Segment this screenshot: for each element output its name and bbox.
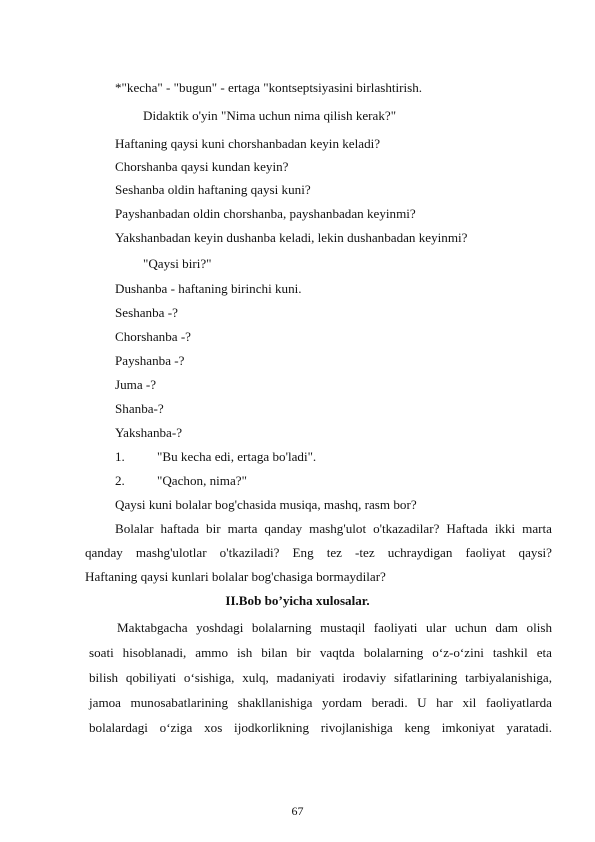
list-item-text: "Qachon, nima?" xyxy=(157,473,247,488)
list-item: Shanba-? xyxy=(115,401,164,416)
conclusion-line: bilish qobiliyati o‘sishiga, xulq, madaniyati irodaviy sifatlarining tarbiyalanishiga, xyxy=(89,670,552,685)
question-line: Seshanba oldin haftaning qaysi kuni? xyxy=(115,182,311,197)
question-line: Chorshanba qaysi kundan keyin? xyxy=(115,159,289,174)
question-line: Yakshanbadan keyin dushanba keladi, lekin dushanbadan keyinmi? xyxy=(115,230,468,245)
page-number: 67 xyxy=(291,804,304,818)
conclusion-line: jamoa munosabatlarining shakllanishiga yordam beradi. U har xil faoliyatlarda xyxy=(89,695,552,710)
paragraph-line: Bolalar haftada bir marta qanday mashg'ulot o'tkazadilar? Haftada ikki marta xyxy=(115,521,552,536)
conclusion-line: soati hisoblanadi, ammo ish bilan bir vaqtda bolalarning o‘z-o‘zini tashkil eta xyxy=(89,645,552,660)
list-number: 2. xyxy=(115,473,125,488)
conclusion-line: bolalardagi o‘ziga xos ijodkorlikning rivojlanishiga keng imkoniyat yaratadi. xyxy=(89,720,552,735)
list-item-text: "Bu kecha edi, ertaga bo'ladi". xyxy=(157,449,317,464)
paragraph-line: qanday mashg'ulotlar o'tkaziladi? Eng tez -tez uchraydigan faoliyat qaysi? xyxy=(85,545,552,560)
list-item: Yakshanba-? xyxy=(115,425,183,440)
text-line: *"kecha" - "bugun" - ertaga "kontseptsiyasini birlashtirish. xyxy=(115,80,423,95)
section-heading: II.Bob bo’yicha xulosalar. xyxy=(225,593,370,608)
question-line: Qaysi kuni bolalar bog'chasida musiqa, mashq, rasm bor? xyxy=(115,497,417,512)
list-item: Chorshanba -? xyxy=(115,329,191,344)
list-item: Juma -? xyxy=(115,377,157,392)
question-line: Haftaning qaysi kuni chorshanbadan keyin keladi? xyxy=(115,136,381,151)
question-line: Payshanbadan oldin chorshanba, payshanbadan keyinmi? xyxy=(115,206,416,221)
list-number: 1. xyxy=(115,449,125,464)
game-title-line: Didaktik o'yin "Nima uchun nima qilish kerak?" xyxy=(143,108,397,123)
game-title-line: "Qaysi biri?" xyxy=(143,256,212,271)
list-item: Seshanba -? xyxy=(115,305,178,320)
text-line: Dushanba - haftaning birinchi kuni. xyxy=(115,281,302,296)
paragraph-line: Haftaning qaysi kunlari bolalar bog'chasiga bormaydilar? xyxy=(85,569,386,584)
list-item: Payshanba -? xyxy=(115,353,185,368)
conclusion-line: Maktabgacha yoshdagi bolalarning mustaqil faoliyati ular uchun dam olish xyxy=(117,620,552,635)
